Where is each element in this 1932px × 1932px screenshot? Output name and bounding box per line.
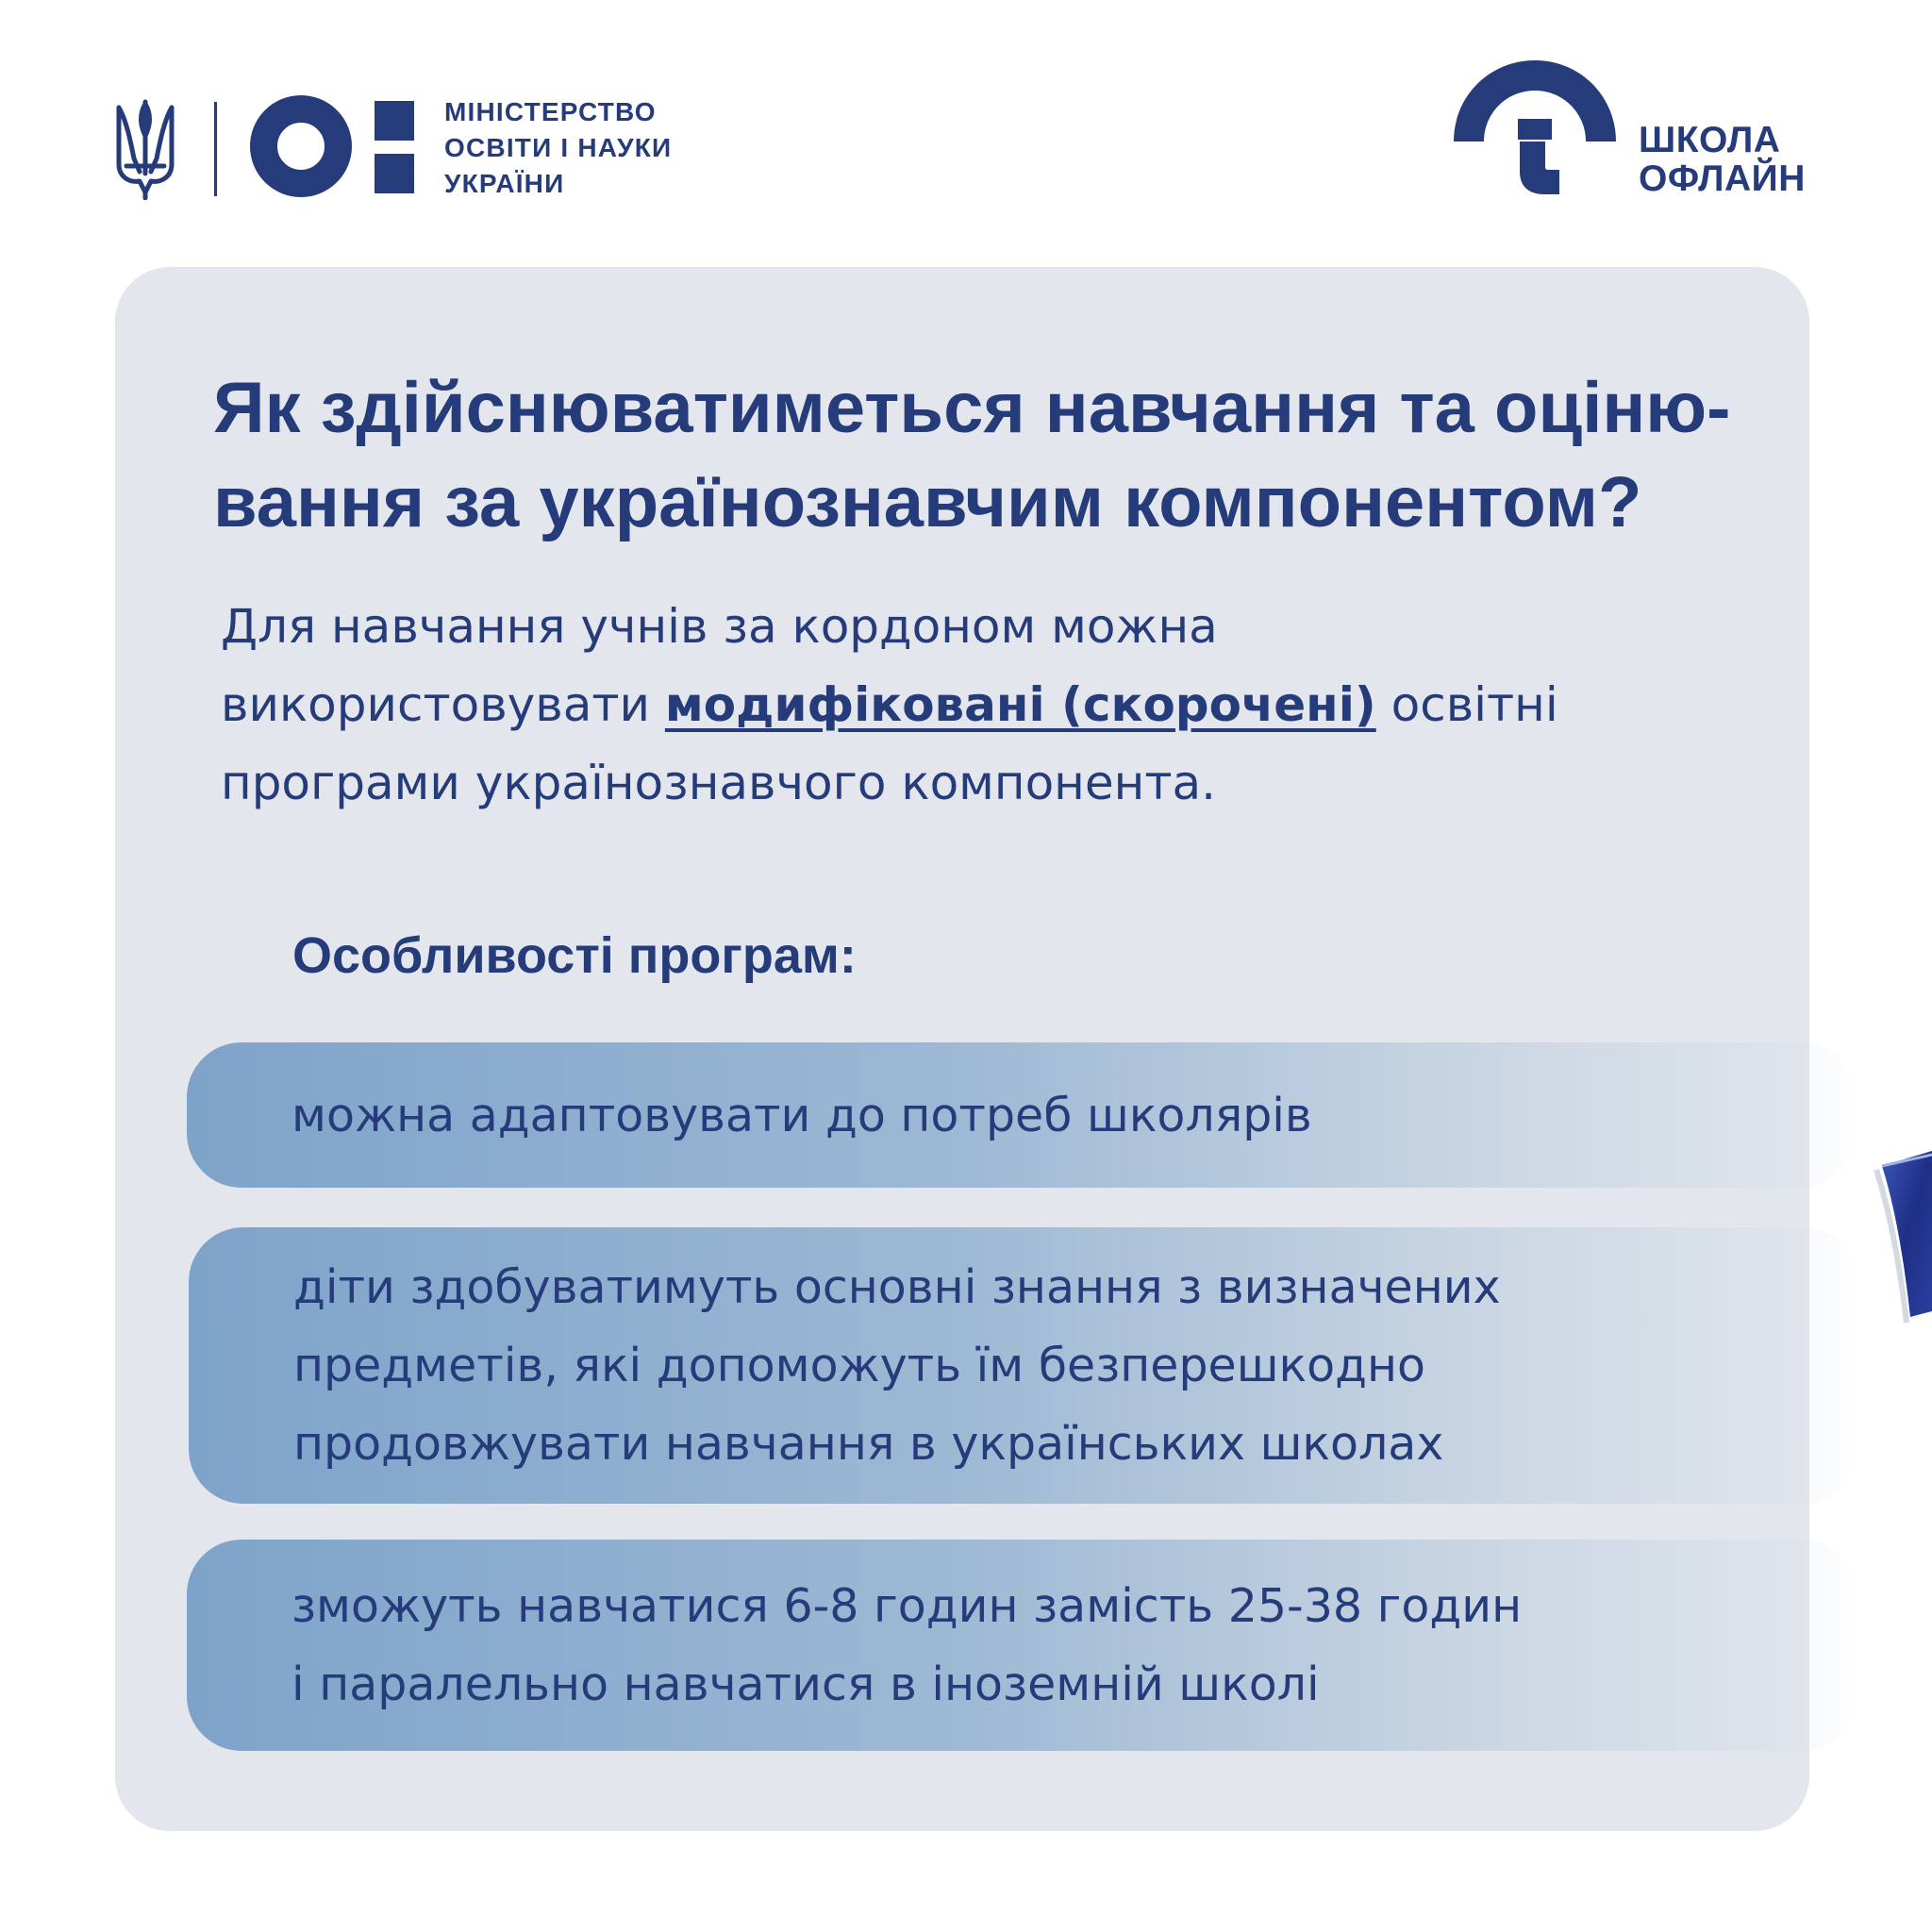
intro-line: Для навчання учнів за кордоном можна <box>221 599 1218 654</box>
intro-highlight: модифіковані (скорочені) <box>664 677 1376 732</box>
ministry-name <box>444 94 672 202</box>
intro-paragraph <box>221 588 1749 823</box>
school-offline-logo-icon <box>1454 60 1616 197</box>
ministry-name-line: МІНІСТЕРСТВО <box>444 97 657 126</box>
school-name-line: ОФЛАЙН <box>1639 158 1806 199</box>
ministry-name-line: УКРАЇНИ <box>444 169 565 198</box>
feature-item <box>187 1540 1857 1751</box>
mon-logo-block-top <box>375 101 414 141</box>
mon-logo-block-bottom <box>375 154 414 193</box>
school-name-line: ШКОЛА <box>1639 120 1781 160</box>
title-line: вання за українознавчим компонентом? <box>213 462 1642 542</box>
school-offline-name <box>1639 121 1806 198</box>
features-heading: Особливості програм: <box>292 927 857 984</box>
feature-line: і паралельно навчатися в іноземній школі <box>291 1657 1320 1711</box>
info-card <box>115 267 1809 1831</box>
trident-icon <box>113 98 177 200</box>
decorative-book-icon <box>1873 1151 1932 1330</box>
feature-line: продовжувати навчання в українських школах <box>293 1417 1444 1471</box>
feature-line: зможуть навчатися 6-8 годин замість 25-38 годин <box>291 1579 1523 1633</box>
title-line: Як здійснюватиметься навчання та оціню- <box>213 368 1731 448</box>
feature-line: предметів, які допоможуть їм безперешкодно <box>293 1339 1425 1392</box>
header-divider <box>214 102 217 196</box>
intro-text: освітні <box>1375 677 1558 732</box>
page-title <box>213 361 1779 550</box>
intro-text: використовувати <box>221 677 665 732</box>
feature-line: можна адаптовувати до потреб школярів <box>291 1088 1312 1142</box>
feature-item <box>189 1227 1858 1504</box>
intro-line <box>221 666 1749 744</box>
feature-item <box>187 1042 1857 1188</box>
mon-logo-icon <box>250 95 352 197</box>
feature-line: діти здобуватимуть основні знання з визначених <box>293 1260 1501 1314</box>
ministry-name-line: ОСВІТИ І НАУКИ <box>444 133 673 162</box>
intro-line: програми українознавчого компонента. <box>221 756 1216 810</box>
header <box>0 0 1932 245</box>
